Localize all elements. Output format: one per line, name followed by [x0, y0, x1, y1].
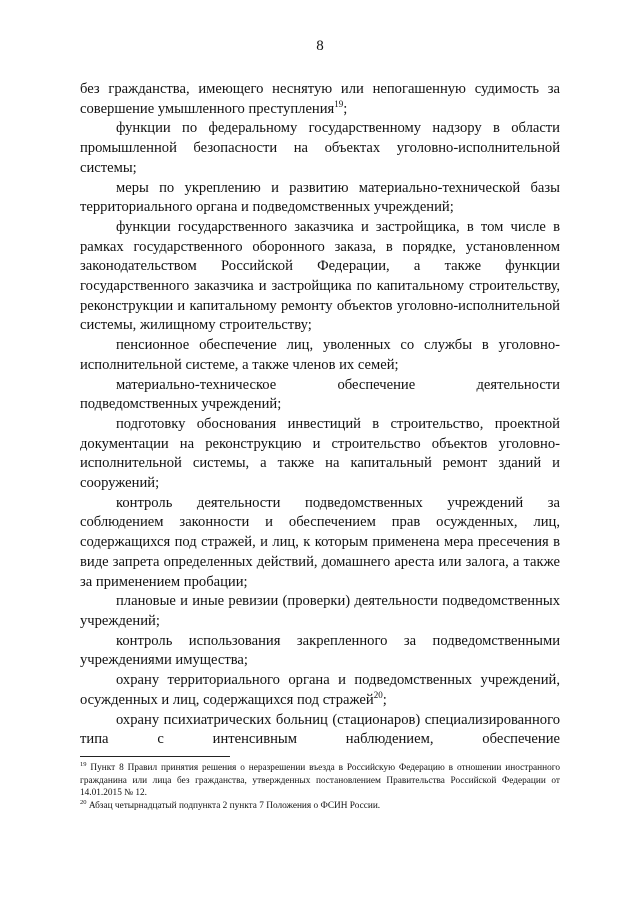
- paragraph: пенсионное обеспечение лиц, уволенных со службы в уголовно-исполнительной системе, а также членов их семей;: [80, 337, 560, 373]
- paragraph: меры по укреплению и развитию материально-технической базы территориального органа и подведомственных учреждений;: [80, 179, 560, 216]
- footnote-text: Абзац четырнадцатый подпункта 2 пункта 7 Положения о ФСИН России.: [88, 800, 381, 811]
- paragraph: контроль использования закрепленного за подведомственными учреждениями имущества;: [80, 632, 560, 669]
- paragraph: подготовку обоснования инвестиций в строительство, проектной документации на реконструкцию и строительство объектов уголовно-исполнительной системы, а также на капитальный ремонт зданий и сооружений;: [80, 415, 560, 492]
- paragraph: [80, 671, 560, 710]
- paragraph: охрану психиатрических больниц (стационаров) специализированного типа с интенсивным наблюдением, обеспечение: [80, 711, 560, 748]
- paragraph-tail: ;: [343, 100, 348, 117]
- footnote-number: 20: [80, 798, 87, 806]
- paragraph: материально-техническое обеспечение деятельности подведомственных учреждений;: [80, 376, 560, 413]
- body-text: [80, 80, 560, 750]
- paragraph: функции государственного заказчика и застройщика, в том числе в рамках государственного оборонного заказа, в порядке, установленном законодательством Российской Федерации, а также функции государственного заказчика и застройщика по капитальному строительству, реконструкции и капитальному ремонту объектов уголовно-исполнительной системы, жилищному строительству;: [80, 218, 560, 334]
- page-number: 8: [316, 38, 324, 54]
- paragraph-text: охрану территориального органа и подведомственных учреждений, осужденных и лиц, содержащихся под стражей: [80, 672, 560, 708]
- footnotes: [80, 762, 560, 812]
- footnote-number: 19: [80, 760, 87, 768]
- paragraph-text: без гражданства, имеющего неснятую или непогашенную судимость за совершение умышленного преступления: [80, 81, 560, 117]
- footnote: [80, 800, 560, 813]
- paragraph: плановые и иные ревизии (проверки) деятельности подведомственных учреждений;: [80, 593, 560, 629]
- paragraph: функции по федеральному государственному надзору в области промышленной безопасности на объектах уголовно-исполнительной системы;: [80, 120, 560, 176]
- footnote-ref: 19: [334, 98, 344, 109]
- footnote-divider: [80, 756, 230, 757]
- paragraph-tail: ;: [382, 691, 387, 708]
- footnote: [80, 762, 560, 800]
- paragraph: контроль деятельности подведомственных учреждений за соблюдением законности и обеспечением прав осужденных, лиц, содержащихся под стражей, и лиц, к которым применена мера пресечения в виде запрета определенных действий, домашнего ареста или залога, а также за применением пробации;: [80, 494, 560, 590]
- footnote-text: Пункт 8 Правил принятия решения о неразрешении въезда в Российскую Федерацию в отношении иностранного гражданина или лица без гражданства, утвержденных постановлением Правительства Российской Федерации от 14.01.2015 № 12.: [80, 763, 560, 798]
- paragraph: [80, 80, 560, 119]
- footnote-ref: 20: [373, 689, 383, 700]
